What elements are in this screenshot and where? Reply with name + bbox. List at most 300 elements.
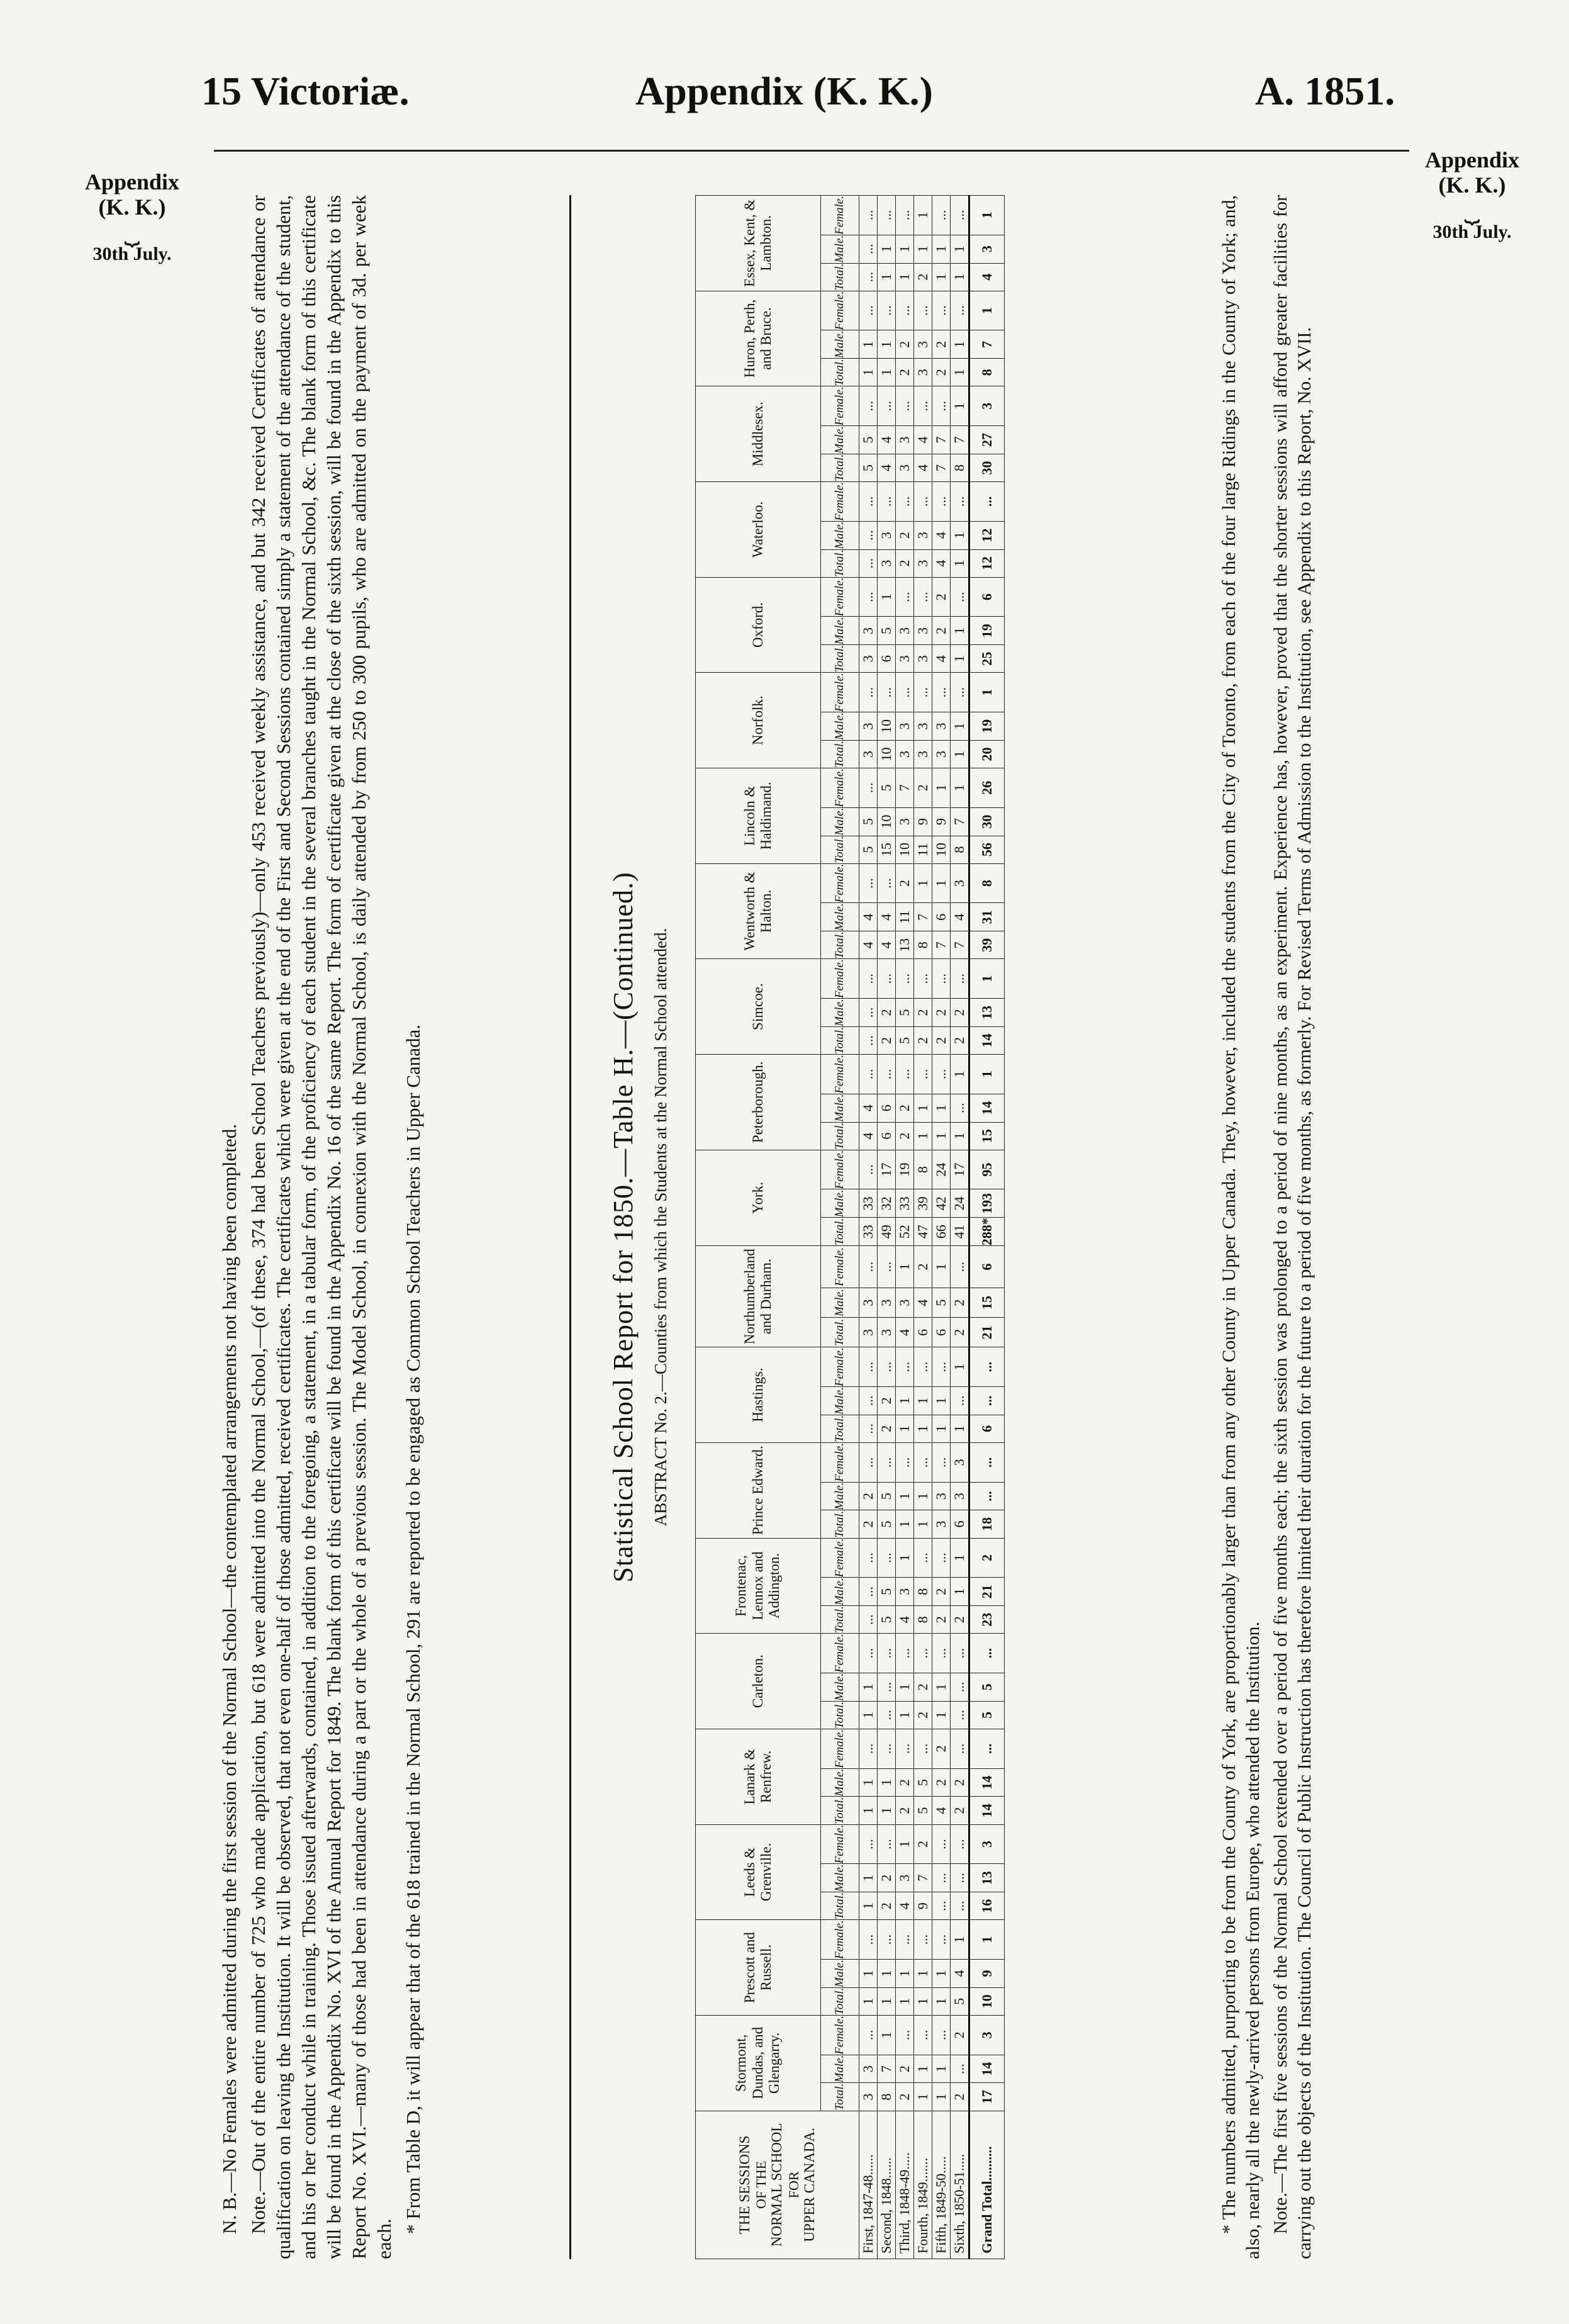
table-cell: 2 — [914, 1701, 932, 1729]
group-header-row — [696, 196, 821, 2259]
table-cell: ... — [878, 196, 896, 235]
table-cell: 1 — [878, 1987, 896, 2015]
table-cell: 2 — [932, 1606, 951, 1634]
table-cell: ... — [859, 1055, 878, 1094]
table-cell: 3 — [914, 549, 932, 577]
table-cell: 6 — [932, 1318, 951, 1347]
table-cell: ... — [896, 1055, 914, 1094]
table-cell: ... — [951, 1673, 969, 1702]
sub-header: Female. — [821, 1442, 859, 1482]
sub-header: Male. — [821, 1288, 859, 1318]
sub-header: Total. — [821, 1987, 859, 2015]
note-2: * From Table D, it will appear that of the 618 trained in the Normal School, 291 are reported to be engaged as Common School Teachers in Upper Canada. — [402, 1024, 424, 2234]
table-cell: ... — [951, 1864, 969, 1892]
sub-header: Male. — [821, 807, 859, 836]
table-cell: 1 — [951, 235, 969, 263]
table-cell: 3 — [932, 712, 951, 741]
counties-table — [695, 195, 1005, 2259]
rotated-content — [217, 195, 1349, 2259]
sub-header: Female. — [821, 959, 859, 999]
table-cell: 1 — [932, 235, 951, 263]
county-header: York. — [696, 1150, 821, 1246]
county-header: Prince Edward. — [696, 1442, 821, 1538]
margin-note-left — [69, 170, 195, 265]
table-row — [951, 196, 969, 2259]
table-cell: 33 — [859, 1189, 878, 1218]
table-cell: 2 — [859, 1482, 878, 1510]
table-cell: 1 — [932, 1122, 951, 1150]
table-cell: 2 — [914, 1026, 932, 1054]
table-cell: 4 — [859, 931, 878, 959]
sessions-header — [696, 2111, 859, 2259]
table-cell: 8 — [878, 2083, 896, 2111]
table-cell: 5 — [896, 999, 914, 1027]
table-cell: 14 — [969, 2055, 1005, 2083]
table-cell: 6 — [932, 903, 951, 931]
sub-header: Total. — [821, 1318, 859, 1347]
table-cell: 8 — [969, 863, 1005, 903]
table-cell: 66 — [932, 1218, 951, 1246]
table-cell: 15 — [969, 1288, 1005, 1318]
table-cell: 1 — [878, 2015, 896, 2055]
table-cell: ... — [951, 1892, 969, 1920]
table-cell: 5 — [878, 1606, 896, 1634]
table-cell: 3 — [859, 1318, 878, 1347]
table-cell: ... — [878, 482, 896, 522]
table-cell: 2 — [896, 2083, 914, 2111]
table-cell: 1 — [914, 196, 932, 235]
table-cell: 1 — [859, 1701, 878, 1729]
table-cell: 1 — [932, 263, 951, 291]
table-cell: 2 — [951, 2083, 969, 2111]
sub-header: Female. — [821, 1055, 859, 1094]
table-cell: ... — [951, 673, 969, 712]
table-cell: 6 — [969, 577, 1005, 617]
table-cell: 2 — [896, 330, 914, 359]
table-cell: 2 — [932, 359, 951, 386]
table-cell: 2 — [932, 577, 951, 617]
table-cell: ... — [951, 1246, 969, 1288]
section-divider — [569, 195, 571, 2259]
table-cell: ... — [859, 863, 878, 903]
table-cell: 1 — [859, 1960, 878, 1988]
table-cell: ... — [932, 959, 951, 999]
session-label: Second, 1848...... — [878, 2111, 896, 2259]
sub-header: Total. — [821, 549, 859, 577]
table-cell: ... — [859, 386, 878, 426]
table-cell: 1 — [914, 2083, 932, 2111]
table-cell: ... — [969, 1729, 1005, 1768]
table-cell: 16 — [969, 1892, 1005, 1920]
table-cell: 47 — [914, 1218, 932, 1246]
table-cell: ... — [859, 1387, 878, 1415]
table-cell: 1 — [969, 959, 1005, 999]
table-cell: 1 — [951, 712, 969, 741]
table-cell: ... — [932, 1442, 951, 1482]
sub-header: Male. — [821, 521, 859, 549]
table-cell: 42 — [932, 1189, 951, 1218]
table-cell: 1 — [896, 1538, 914, 1578]
table-cell: 5 — [914, 1797, 932, 1824]
table-cell: 1 — [914, 2055, 932, 2083]
table-cell: 6 — [878, 1094, 896, 1122]
table-cell: ... — [896, 1347, 914, 1387]
table-cell: ... — [932, 291, 951, 330]
table-cell: 2 — [896, 863, 914, 903]
county-header: Prescott and Russell. — [696, 1920, 821, 2016]
margin-right-date: 30th July. — [1432, 221, 1512, 242]
table-cell: 10 — [932, 836, 951, 863]
table-cell: ... — [878, 673, 896, 712]
county-header: Stormont, Dundas, and Glengarry. — [696, 2015, 821, 2111]
table-cell: 3 — [896, 1288, 914, 1318]
table-cell: ... — [878, 863, 896, 903]
table-cell: ... — [878, 386, 896, 426]
sub-header: Female. — [821, 1347, 859, 1387]
table-cell: 1 — [859, 359, 878, 386]
sub-header: Male. — [821, 1387, 859, 1415]
table-cell: 2 — [896, 1797, 914, 1824]
table-cell: 1 — [859, 1673, 878, 1702]
table-cell: 1 — [896, 1701, 914, 1729]
table-cell: 4 — [932, 645, 951, 673]
table-cell: 2 — [878, 1892, 896, 1920]
table-cell: 2 — [896, 1122, 914, 1150]
table-cell: ... — [932, 1347, 951, 1387]
table-cell: 1 — [951, 1538, 969, 1578]
table-cell: 3 — [859, 2055, 878, 2083]
table-cell: 1 — [859, 1987, 878, 2015]
county-header: Essex, Kent, & Lambton. — [696, 196, 821, 291]
table-cell: 1 — [951, 1347, 969, 1387]
table-cell: 1 — [878, 330, 896, 359]
table-cell: 3 — [896, 712, 914, 741]
sub-header: Female. — [821, 673, 859, 712]
table-cell: 5 — [896, 1026, 914, 1054]
table-cell: ... — [878, 1347, 896, 1387]
table-cell: ... — [932, 1824, 951, 1864]
table-cell: 33 — [896, 1189, 914, 1218]
table-cell: 2 — [878, 1387, 896, 1415]
table-cell: 3 — [969, 1824, 1005, 1864]
table-cell: 3 — [859, 740, 878, 768]
table-cell: 3 — [896, 645, 914, 673]
table-cell: 1 — [896, 1246, 914, 1288]
table-cell: 8 — [914, 1150, 932, 1189]
table-cell: 4 — [878, 426, 896, 454]
table-cell: 1 — [896, 1482, 914, 1510]
table-cell: 4 — [859, 1094, 878, 1122]
sub-header: Total. — [821, 1510, 859, 1538]
sub-header: Total. — [821, 1606, 859, 1634]
table-cell: 1 — [932, 1987, 951, 2015]
table-cell: 39 — [914, 1189, 932, 1218]
table-cell: 3 — [859, 1288, 878, 1318]
table-cell: 1 — [932, 1246, 951, 1288]
county-header: Lanark & Renfrew. — [696, 1729, 821, 1824]
table-cell: 3 — [914, 359, 932, 386]
table-cell: 1 — [878, 359, 896, 386]
table-cell: 11 — [896, 903, 914, 931]
table-cell: ... — [951, 482, 969, 522]
table-cell: 20 — [969, 740, 1005, 768]
table-cell: 1 — [914, 1510, 932, 1538]
table-cell: 3 — [951, 863, 969, 903]
table-cell: 9 — [969, 1960, 1005, 1988]
table-cell: ... — [951, 2055, 969, 2083]
table-cell: 1 — [951, 617, 969, 645]
table-cell: 4 — [878, 931, 896, 959]
table-cell: ... — [914, 291, 932, 330]
sub-header: Male. — [821, 903, 859, 931]
table-cell: 1 — [878, 1768, 896, 1797]
sub-header: Male. — [821, 1189, 859, 1218]
table-cell: ... — [896, 1634, 914, 1673]
table-cell: ... — [914, 1347, 932, 1387]
report-title: Statistical School Report for 1850.—Table H.—(Continued.) — [608, 872, 639, 1583]
session-label: Sixth, 1850-51..... — [951, 2111, 969, 2259]
table-cell: ... — [878, 1634, 896, 1673]
county-header: Leeds & Grenville. — [696, 1824, 821, 1920]
margin-right-title: Appendix — [1424, 147, 1520, 172]
table-cell: 17 — [878, 1150, 896, 1189]
county-header: Oxford. — [696, 577, 821, 673]
table-cell: 8 — [969, 359, 1005, 386]
table-cell: 5 — [878, 1510, 896, 1538]
table-cell: 1 — [951, 645, 969, 673]
table-cell: 1 — [951, 1920, 969, 1960]
table-cell: ... — [914, 673, 932, 712]
table-cell: 5 — [878, 1578, 896, 1606]
sub-header: Female. — [821, 386, 859, 426]
table-cell: 2 — [914, 1824, 932, 1864]
table-cell: 1 — [969, 1920, 1005, 1960]
table-cell: 3 — [859, 2083, 878, 2111]
margin-right-sub: (K. K.) — [1438, 172, 1506, 198]
session-label: Fourth, 1849....... — [914, 2111, 932, 2259]
footnotes — [1217, 195, 1321, 2259]
table-cell: ... — [969, 1387, 1005, 1415]
table-cell: 13 — [896, 931, 914, 959]
table-cell: 2 — [932, 1026, 951, 1054]
table-cell: ... — [951, 1729, 969, 1768]
table-cell: ... — [878, 1729, 896, 1768]
sub-header: Female. — [821, 2015, 859, 2055]
table-cell: 5 — [878, 768, 896, 808]
table-cell: ... — [878, 1701, 896, 1729]
table-cell: ... — [859, 482, 878, 522]
session-label: First, 1847-48...... — [859, 2111, 878, 2259]
table-cell: ... — [914, 1055, 932, 1094]
table-body — [859, 196, 1005, 2259]
table-cell: 13 — [969, 1864, 1005, 1892]
table-cell: 2 — [896, 549, 914, 577]
table-cell: ... — [859, 1347, 878, 1387]
table-cell: 10 — [878, 807, 896, 836]
table-cell: 7 — [951, 807, 969, 836]
table-cell: 9 — [914, 1892, 932, 1920]
table-cell: ... — [896, 577, 914, 617]
table-cell: ... — [859, 768, 878, 808]
table-cell: ... — [896, 291, 914, 330]
brace-icon: ⏟ — [1464, 194, 1480, 224]
county-header: Middlesex. — [696, 386, 821, 482]
table-cell: 2 — [951, 2015, 969, 2055]
table-cell: ... — [859, 959, 878, 999]
table-cell: 1 — [951, 330, 969, 359]
sub-header: Female. — [821, 577, 859, 617]
table-cell: 7 — [932, 931, 951, 959]
table-cell: ... — [951, 1824, 969, 1864]
table-cell: 4 — [896, 1318, 914, 1347]
sub-header: Total. — [821, 645, 859, 673]
table-cell: 3 — [914, 521, 932, 549]
table-cell: ... — [859, 2015, 878, 2055]
table-cell: 1 — [951, 263, 969, 291]
table-cell: 3 — [859, 617, 878, 645]
table-cell: 3 — [914, 712, 932, 741]
sub-header: Total. — [821, 454, 859, 481]
table-cell: 1 — [896, 1673, 914, 1702]
table-cell: 1 — [859, 1864, 878, 1892]
footnote-star: * The numbers admitted, purporting to be from the County of York, are proportionably larger than from any other County in Upper Canada. They, however, included the students from the City of Toronto, from each of the four large Ridings in the County of York; and, also, nearly all the newly-arrived persons from Europe, who attended the Institution. — [1219, 195, 1263, 2259]
table-cell: 19 — [969, 617, 1005, 645]
sub-header: Female. — [821, 863, 859, 903]
top-notes — [217, 195, 430, 2259]
table-cell: ... — [951, 959, 969, 999]
table-cell: ... — [969, 1442, 1005, 1482]
table-cell: 2 — [859, 1510, 878, 1538]
table-cell: ... — [859, 577, 878, 617]
table-cell: 4 — [914, 426, 932, 454]
table-cell: 1 — [951, 359, 969, 386]
table-cell: 7 — [896, 768, 914, 808]
table-cell: 2 — [951, 1026, 969, 1054]
table-cell: 2 — [896, 521, 914, 549]
table-cell: ... — [896, 1442, 914, 1482]
table-cell: 5 — [969, 1673, 1005, 1702]
table-cell: 3 — [914, 617, 932, 645]
table-cell: ... — [951, 291, 969, 330]
table-cell: 12 — [969, 549, 1005, 577]
sub-header: Total. — [821, 931, 859, 959]
table-cell: 6 — [969, 1415, 1005, 1442]
table-cell: 1 — [932, 863, 951, 903]
table-cell: ... — [951, 1634, 969, 1673]
table-cell: 33 — [859, 1218, 878, 1246]
table-cell: ... — [969, 1634, 1005, 1673]
table-cell: 56 — [969, 836, 1005, 863]
table-cell: 14 — [969, 1797, 1005, 1824]
table-cell: 2 — [932, 1729, 951, 1768]
sub-header: Male. — [821, 426, 859, 454]
sub-header: Female. — [821, 1824, 859, 1864]
table-cell: 3 — [878, 1288, 896, 1318]
table-row — [932, 196, 951, 2259]
table-cell: 30 — [969, 807, 1005, 836]
table-cell: 24 — [951, 1189, 969, 1218]
table-cell: 41 — [951, 1218, 969, 1246]
table-cell: 1 — [859, 330, 878, 359]
table-cell: ... — [969, 482, 1005, 522]
table-cell: 8 — [914, 1606, 932, 1634]
table-cell: 3 — [896, 617, 914, 645]
county-header: Frontenac, Lennox and Addington. — [696, 1538, 821, 1634]
county-header: Lincoln & Haldimand. — [696, 768, 821, 864]
sub-header: Male. — [821, 1673, 859, 1702]
table-cell: 13 — [969, 999, 1005, 1027]
table-cell: 1 — [932, 1673, 951, 1702]
table-cell: ... — [932, 673, 951, 712]
sub-header: Female. — [821, 1538, 859, 1578]
nb-note: N. B.—No Females were admitted during the first session of the Normal School—the contemplated arrangements not having been completed. — [218, 1124, 240, 2234]
sub-header: Male. — [821, 1094, 859, 1122]
table-cell: 2 — [932, 330, 951, 359]
table-cell: 4 — [951, 1960, 969, 1988]
table-cell: 5 — [859, 426, 878, 454]
table-cell: ... — [951, 1701, 969, 1729]
table-cell: 1 — [896, 1824, 914, 1864]
table-cell: 3 — [914, 740, 932, 768]
sessions-header-line: FOR — [785, 2171, 801, 2199]
table-cell: ... — [914, 386, 932, 426]
table-cell: 1 — [896, 1387, 914, 1415]
sessions-header-line: OF THE — [752, 2160, 769, 2209]
table-cell: ... — [859, 999, 878, 1027]
table-cell: 1 — [951, 549, 969, 577]
table-cell: ... — [859, 263, 878, 291]
table-cell: 1 — [932, 2083, 951, 2111]
sub-header: Male. — [821, 235, 859, 263]
table-cell: 14 — [969, 1768, 1005, 1797]
table-cell: 2 — [932, 999, 951, 1027]
table-cell: 7 — [878, 2055, 896, 2083]
table-cell: 3 — [896, 1578, 914, 1606]
table-cell: 4 — [932, 549, 951, 577]
table-cell: 4 — [859, 1122, 878, 1150]
table-cell: 4 — [932, 1797, 951, 1824]
table-cell: ... — [932, 1892, 951, 1920]
table-cell: 3 — [932, 1510, 951, 1538]
table-cell: 1 — [969, 673, 1005, 712]
table-cell: 3 — [914, 330, 932, 359]
table-cell: 3 — [896, 454, 914, 481]
table-cell: 1 — [914, 1960, 932, 1988]
table-cell: 6 — [878, 1122, 896, 1150]
table-cell: 1 — [951, 768, 969, 808]
table-cell: 1 — [896, 1415, 914, 1442]
table-cell: 4 — [896, 1892, 914, 1920]
footnote-note: Note.—The first five sessions of the Normal School extended over a period of five months each; the sixth session was prolonged to a period of nine months, as an experiment. Experience has, however, proved that the shorter sessions will afford greater facilities for carrying out the objects of the Institution. The Council of Public Instruction has therefore limited their duration for the future to a period of five months, as formerly. For Revised Terms of Admission to the Institution, see Appendix to this Report, No. XVII. — [1270, 195, 1315, 2259]
table-cell: 5 — [914, 1768, 932, 1797]
table-cell: 17 — [951, 1150, 969, 1189]
sessions-header-line: UPPER CANADA. — [801, 2128, 818, 2242]
table-cell: 3 — [969, 2015, 1005, 2055]
county-header: Norfolk. — [696, 673, 821, 768]
table-cell: 5 — [859, 807, 878, 836]
table-cell: ... — [859, 291, 878, 330]
sub-header: Male. — [821, 1960, 859, 1988]
table-cell: ... — [951, 577, 969, 617]
table-cell: 24 — [932, 1150, 951, 1189]
table-cell: 52 — [896, 1218, 914, 1246]
table-cell: ... — [914, 1634, 932, 1673]
table-cell: 1 — [914, 1387, 932, 1415]
table-cell: ... — [969, 1482, 1005, 1510]
table-cell: ... — [859, 1606, 878, 1634]
table-cell: 5 — [878, 1482, 896, 1510]
table-cell: 3 — [932, 740, 951, 768]
